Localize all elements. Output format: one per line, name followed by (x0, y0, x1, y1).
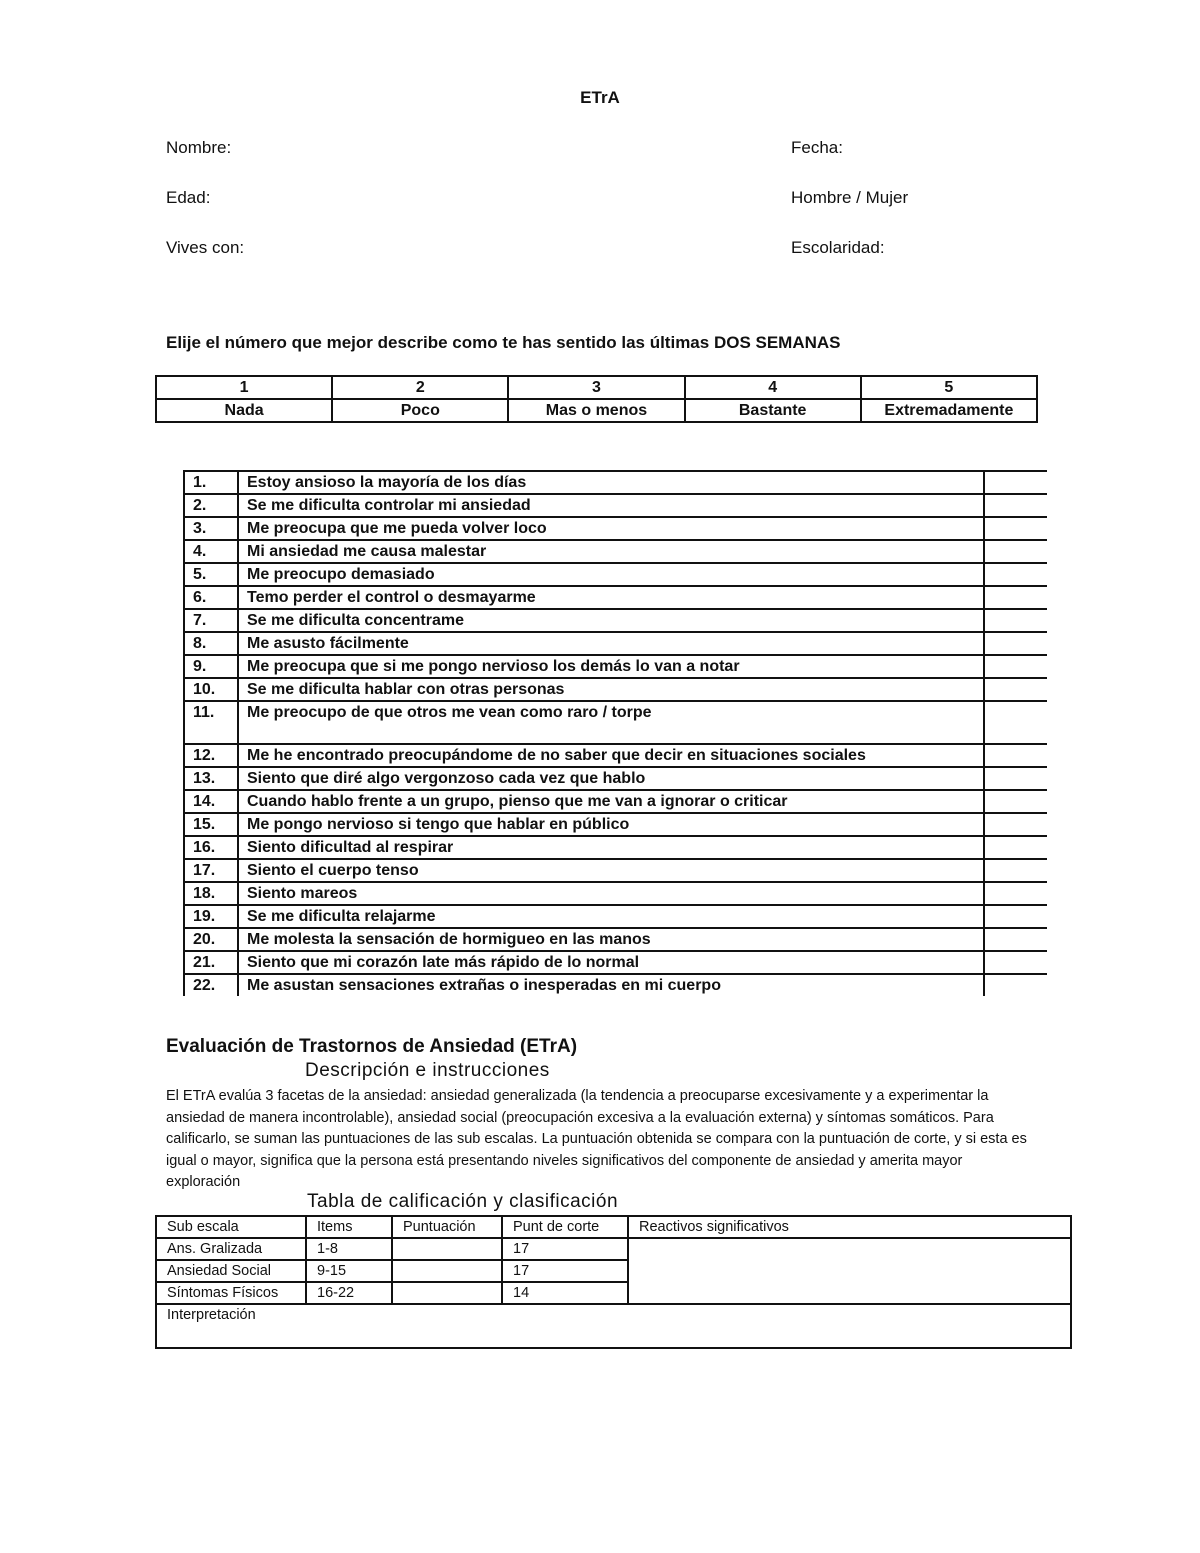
significant-items-cell[interactable] (628, 1238, 1071, 1304)
item-row (184, 951, 1047, 974)
interpretation-cell[interactable]: Interpretación (156, 1304, 1071, 1348)
item-text: Siento que mi corazón late más rápido de lo normal (238, 951, 984, 974)
score-table-heading: Tabla de calificación y clasificación (307, 1191, 619, 1212)
items-cell: 1-8 (306, 1238, 392, 1260)
scale-number: 5 (861, 376, 1037, 399)
item-number: 11. (184, 701, 238, 744)
score-input-cell[interactable] (392, 1238, 502, 1260)
item-text: Siento mareos (238, 882, 984, 905)
subscale-cell: Ansiedad Social (156, 1260, 306, 1282)
item-text: Me pongo nervioso si tengo que hablar en público (238, 813, 984, 836)
scale-number: 1 (156, 376, 332, 399)
item-text: Me preocupo demasiado (238, 563, 984, 586)
score-table (155, 1215, 1072, 1349)
sexo-label: Hombre / Mujer (791, 188, 909, 207)
description-body: El ETrA evalúa 3 facetas de la ansiedad: ansiedad generalizada (la tendencia a preocuparse excesivamente y a experimentar la ansiedad de manera incontrolable), ansiedad social (preocupación excesiva a la evaluación externa) y síntomas somáticos. Para calificarlo, se suman las puntuaciones de las sub escalas. La puntuación obtenida se compara con la puntuación de corte, y si esta es igual o mayor, significa que la persona está presentando niveles significativos del componente de ansiedad y amerita mayor exploración (166, 1088, 1027, 1190)
item-response-cell[interactable] (984, 563, 1047, 586)
header-cell: Puntuación (392, 1216, 502, 1238)
description-heading: Evaluación de Trastornos de Ansiedad (ETrA) (166, 1036, 578, 1057)
item-text: Me he encontrado preocupándome de no saber que decir en situaciones sociales (238, 744, 984, 767)
item-text: Mi ansiedad me causa malestar (238, 540, 984, 563)
item-response-cell[interactable] (984, 517, 1047, 540)
description-subheading: Descripción e instrucciones (305, 1060, 550, 1081)
scale-label: Bastante (685, 399, 861, 422)
instruction-text: Elije el número que mejor describe como te has sentido las últimas DOS SEMANAS (166, 333, 841, 352)
item-row (184, 744, 1047, 767)
item-number: 15. (184, 813, 238, 836)
scale-number-row (156, 376, 1037, 399)
page-title: ETrA (580, 88, 620, 107)
item-response-cell[interactable] (984, 859, 1047, 882)
item-row (184, 813, 1047, 836)
item-response-cell[interactable] (984, 540, 1047, 563)
item-response-cell[interactable] (984, 974, 1047, 996)
item-response-cell[interactable] (984, 655, 1047, 678)
score-header-row (156, 1216, 1071, 1238)
item-row (184, 563, 1047, 586)
item-text: Temo perder el control o desmayarme (238, 586, 984, 609)
scale-label-row (156, 399, 1037, 422)
edad-label: Edad: (166, 188, 211, 207)
cutoff-cell: 17 (502, 1260, 628, 1282)
item-text: Me preocupa que me pueda volver loco (238, 517, 984, 540)
item-row (184, 928, 1047, 951)
item-number: 20. (184, 928, 238, 951)
item-response-cell[interactable] (984, 928, 1047, 951)
item-row (184, 655, 1047, 678)
item-response-cell[interactable] (984, 701, 1047, 744)
item-number: 17. (184, 859, 238, 882)
item-row (184, 882, 1047, 905)
item-row (184, 540, 1047, 563)
item-number: 6. (184, 586, 238, 609)
item-number: 14. (184, 790, 238, 813)
item-row (184, 701, 1047, 744)
score-row (156, 1238, 1071, 1260)
subscale-cell: Síntomas Físicos (156, 1282, 306, 1304)
item-number: 22. (184, 974, 238, 996)
item-row (184, 678, 1047, 701)
item-number: 12. (184, 744, 238, 767)
item-text: Cuando hablo frente a un grupo, pienso que me van a ignorar o criticar (238, 790, 984, 813)
item-text: Se me dificulta relajarme (238, 905, 984, 928)
item-number: 4. (184, 540, 238, 563)
item-row (184, 790, 1047, 813)
item-response-cell[interactable] (984, 767, 1047, 790)
header-cell: Items (306, 1216, 392, 1238)
item-response-cell[interactable] (984, 836, 1047, 859)
item-number: 19. (184, 905, 238, 928)
item-response-cell[interactable] (984, 678, 1047, 701)
item-row (184, 471, 1047, 494)
item-row (184, 859, 1047, 882)
item-text: Siento que diré algo vergonzoso cada vez que hablo (238, 767, 984, 790)
item-response-cell[interactable] (984, 813, 1047, 836)
interpretation-row (156, 1304, 1071, 1348)
score-input-cell[interactable] (392, 1260, 502, 1282)
scale-label: Mas o menos (508, 399, 684, 422)
item-text: Me preocupo de que otros me vean como raro / torpe (238, 701, 984, 744)
item-number: 9. (184, 655, 238, 678)
items-table (183, 470, 1047, 996)
item-row (184, 905, 1047, 928)
item-text: Se me dificulta hablar con otras personas (238, 678, 984, 701)
item-text: Me preocupa que si me pongo nervioso los demás lo van a notar (238, 655, 984, 678)
header-cell: Sub escala (156, 1216, 306, 1238)
cutoff-cell: 17 (502, 1238, 628, 1260)
item-text: Me asusto fácilmente (238, 632, 984, 655)
item-number: 3. (184, 517, 238, 540)
item-text: Me molesta la sensación de hormigueo en las manos (238, 928, 984, 951)
item-row (184, 609, 1047, 632)
vives-con-label: Vives con: (166, 238, 245, 257)
item-text: Me asustan sensaciones extrañas o inesperadas en mi cuerpo (238, 974, 984, 996)
item-number: 5. (184, 563, 238, 586)
score-input-cell[interactable] (392, 1282, 502, 1304)
scale-number: 3 (508, 376, 684, 399)
item-response-cell[interactable] (984, 951, 1047, 974)
item-row (184, 586, 1047, 609)
item-number: 7. (184, 609, 238, 632)
item-response-cell[interactable] (984, 882, 1047, 905)
item-number: 21. (184, 951, 238, 974)
item-number: 2. (184, 494, 238, 517)
response-scale-table (155, 375, 1038, 423)
item-text: Siento el cuerpo tenso (238, 859, 984, 882)
item-response-cell[interactable] (984, 744, 1047, 767)
item-row (184, 632, 1047, 655)
item-number: 8. (184, 632, 238, 655)
item-row (184, 974, 1047, 996)
item-text: Estoy ansioso la mayoría de los días (238, 471, 984, 494)
item-response-cell[interactable] (984, 790, 1047, 813)
scale-label: Extremadamente (861, 399, 1037, 422)
escolaridad-label: Escolaridad: (791, 238, 885, 257)
subscale-cell: Ans. Gralizada (156, 1238, 306, 1260)
fecha-label: Fecha: (791, 138, 843, 157)
item-response-cell[interactable] (984, 586, 1047, 609)
item-number: 16. (184, 836, 238, 859)
header-cell: Reactivos significativos (628, 1216, 1071, 1238)
items-cell: 9-15 (306, 1260, 392, 1282)
scale-label: Poco (332, 399, 508, 422)
item-number: 13. (184, 767, 238, 790)
item-row (184, 494, 1047, 517)
item-text: Siento dificultad al respirar (238, 836, 984, 859)
item-row (184, 517, 1047, 540)
item-response-cell[interactable] (984, 905, 1047, 928)
item-number: 1. (184, 471, 238, 494)
scale-number: 2 (332, 376, 508, 399)
item-text: Se me dificulta controlar mi ansiedad (238, 494, 984, 517)
cutoff-cell: 14 (502, 1282, 628, 1304)
scale-number: 4 (685, 376, 861, 399)
item-row (184, 767, 1047, 790)
header-cell: Punt de corte (502, 1216, 628, 1238)
item-text: Se me dificulta concentrame (238, 609, 984, 632)
item-response-cell[interactable] (984, 471, 1047, 494)
items-cell: 16-22 (306, 1282, 392, 1304)
item-response-cell[interactable] (984, 609, 1047, 632)
item-response-cell[interactable] (984, 494, 1047, 517)
item-response-cell[interactable] (984, 632, 1047, 655)
item-number: 10. (184, 678, 238, 701)
nombre-label: Nombre: (166, 138, 232, 157)
scale-label: Nada (156, 399, 332, 422)
item-row (184, 836, 1047, 859)
item-number: 18. (184, 882, 238, 905)
